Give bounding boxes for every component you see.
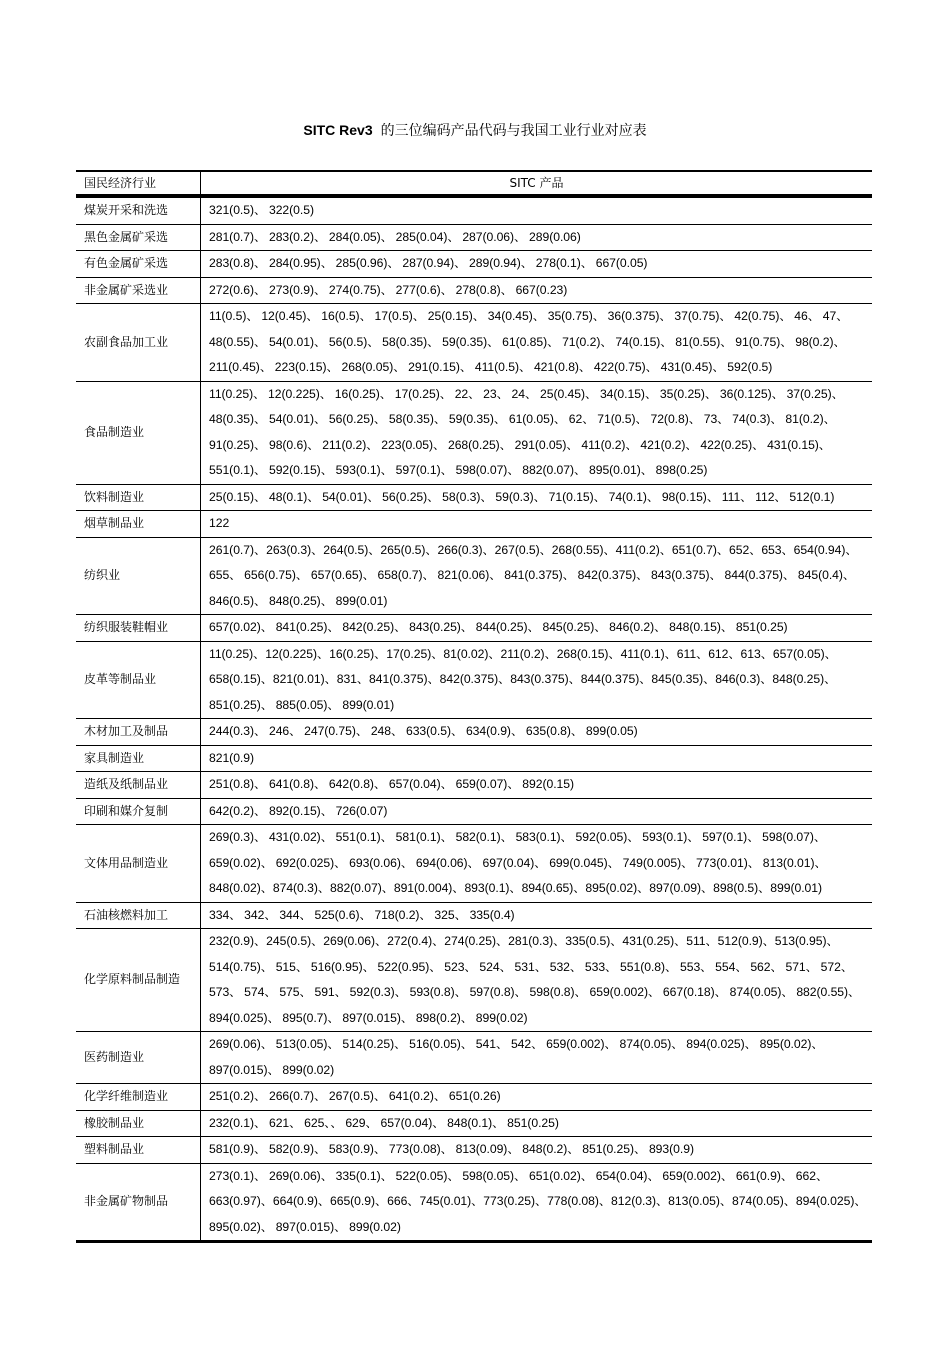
industry-cell: 饮料制造业 [76, 484, 201, 511]
table-row [76, 196, 872, 224]
table-row [76, 1163, 872, 1242]
industry-cell: 塑料制品业 [76, 1137, 201, 1164]
table-row [76, 1032, 872, 1084]
products-cell: 642(0.2)、 892(0.15)、 726(0.07) [201, 798, 873, 825]
industry-cell: 造纸及纸制品业 [76, 772, 201, 799]
table-row [76, 537, 872, 615]
industry-cell: 印刷和媒介复制 [76, 798, 201, 825]
industry-cell: 有色金属矿采选 [76, 251, 201, 278]
industry-cell: 化学原料制品制造 [76, 929, 201, 1032]
industry-cell: 非金属矿采选业 [76, 277, 201, 304]
industry-cell: 烟草制品业 [76, 511, 201, 538]
table-body [76, 196, 872, 1242]
table-row [76, 615, 872, 642]
industry-cell: 非金属矿物制品 [76, 1163, 201, 1242]
products-cell: 269(0.3)、 431(0.02)、 551(0.1)、 581(0.1)、 582(0.1)、 583(0.1)、 592(0.05)、 593(0.1)、 597(0.1)、 598(0.07)、 659(0.02)、 692(0.025)、 693(0.06)、 694(0.06)、 697(0.04)、 699(0.045)、 749(0.005)、 773(0.01)、 813(0.01)、 848(0.02)、874(0.3)、882(0.07)、891(0.004)、893(0.1)、894(0.65)、895(0.02)、897(0.09)、898(0.5)、899(0.01) [201, 825, 873, 903]
industry-cell: 煤炭开采和洗选 [76, 196, 201, 224]
table-header-row [76, 171, 872, 196]
products-cell: 272(0.6)、 273(0.9)、 274(0.75)、 277(0.6)、 278(0.8)、 667(0.23) [201, 277, 873, 304]
table-row [76, 719, 872, 746]
industry-cell: 化学纤维制造业 [76, 1084, 201, 1111]
products-cell: 232(0.9)、245(0.5)、269(0.06)、272(0.4)、274(0.25)、281(0.3)、335(0.5)、431(0.25)、511、512(0.9)、513(0.95)、 514(0.75)、 515、 516(0.95)、 522(0.95)、 523、 524、 531、 532、 533、 551(0.8)、 553、 554、 562、 571、 572、 573、 574、 575、 591、 592(0.3)、 593(0.8)、 597(0.8)、 598(0.8)、 659(0.002)、 667(0.18)、 874(0.05)、 882(0.55)、 894(0.025)、 895(0.7)、 897(0.015)、 898(0.2)、 899(0.02) [201, 929, 873, 1032]
products-cell: 321(0.5)、 322(0.5) [201, 196, 873, 224]
table-row [76, 511, 872, 538]
products-cell: 281(0.7)、 283(0.2)、 284(0.05)、 285(0.04)、 287(0.06)、 289(0.06) [201, 224, 873, 251]
industry-cell: 家具制造业 [76, 745, 201, 772]
table-row [76, 381, 872, 484]
table-row [76, 825, 872, 903]
products-cell: 244(0.3)、 246、 247(0.75)、 248、 633(0.5)、 634(0.9)、 635(0.8)、 899(0.05) [201, 719, 873, 746]
industry-cell: 黑色金属矿采选 [76, 224, 201, 251]
industry-cell: 皮革等制品业 [76, 641, 201, 719]
products-cell: 122 [201, 511, 873, 538]
industry-cell: 橡胶制品业 [76, 1110, 201, 1137]
products-cell: 581(0.9)、 582(0.9)、 583(0.9)、 773(0.08)、 813(0.09)、 848(0.2)、 851(0.25)、 893(0.9) [201, 1137, 873, 1164]
products-cell: 11(0.25)、 12(0.225)、 16(0.25)、 17(0.25)、 22、 23、 24、 25(0.45)、 34(0.15)、 35(0.25)、 36(0.125)、 37(0.25)、 48(0.35)、 54(0.01)、 56(0.25)、 58(0.35)、 59(0.35)、 61(0.05)、 62、 71(0.5)、 72(0.8)、 73、 74(0.3)、 81(0.2)、 91(0.25)、 98(0.6)、 211(0.2)、 223(0.05)、 268(0.25)、 291(0.05)、 411(0.2)、 421(0.2)、 422(0.25)、 431(0.15)、 551(0.1)、 592(0.15)、 593(0.1)、 597(0.1)、 598(0.07)、 882(0.07)、 895(0.01)、 898(0.25) [201, 381, 873, 484]
products-cell: 251(0.2)、 266(0.7)、 267(0.5)、 641(0.2)、 651(0.26) [201, 1084, 873, 1111]
industry-cell: 纺织业 [76, 537, 201, 615]
mapping-table [76, 170, 872, 1243]
industry-cell: 石油核燃料加工 [76, 902, 201, 929]
table-row [76, 484, 872, 511]
title-text: 的三位编码产品代码与我国工业行业对应表 [380, 123, 647, 139]
table-row [76, 1084, 872, 1111]
table-row [76, 304, 872, 382]
table-row [76, 1110, 872, 1137]
products-cell: 283(0.8)、 284(0.95)、 285(0.96)、 287(0.94)、 289(0.94)、 278(0.1)、 667(0.05) [201, 251, 873, 278]
table-row [76, 1137, 872, 1164]
table-row [76, 745, 872, 772]
industry-cell: 食品制造业 [76, 381, 201, 484]
table-row [76, 798, 872, 825]
products-cell: 657(0.02)、 841(0.25)、 842(0.25)、 843(0.25)、 844(0.25)、 845(0.25)、 846(0.2)、 848(0.15)、 851(0.25) [201, 615, 873, 642]
header-products: SITC 产品 [201, 171, 873, 196]
products-cell: 251(0.8)、 641(0.8)、 642(0.8)、 657(0.04)、 659(0.07)、 892(0.15) [201, 772, 873, 799]
industry-cell: 医药制造业 [76, 1032, 201, 1084]
header-industry: 国民经济行业 [76, 171, 201, 196]
industry-cell: 纺织服装鞋帽业 [76, 615, 201, 642]
industry-cell: 农副食品加工业 [76, 304, 201, 382]
products-cell: 269(0.06)、 513(0.05)、 514(0.25)、 516(0.05)、 541、 542、 659(0.002)、 874(0.05)、 894(0.025)、 895(0.02)、 897(0.015)、 899(0.02) [201, 1032, 873, 1084]
products-cell: 11(0.25)、12(0.225)、16(0.25)、17(0.25)、81(0.02)、211(0.2)、268(0.15)、411(0.1)、611、612、613、657(0.05)、 658(0.15)、821(0.01)、831、841(0.375)、842(0.375)、843(0.375)、844(0.375)、845(0.35)、846(0.3)、848(0.25)、 851(0.25)、 885(0.05)、 899(0.01) [201, 641, 873, 719]
table-row [76, 641, 872, 719]
industry-cell: 文体用品制造业 [76, 825, 201, 903]
table-row [76, 251, 872, 278]
products-cell: 232(0.1)、 621、 625、、 629、 657(0.04)、 848(0.1)、 851(0.25) [201, 1110, 873, 1137]
table-row [76, 929, 872, 1032]
products-cell: 334、 342、 344、 525(0.6)、 718(0.2)、 325、 335(0.4) [201, 902, 873, 929]
page-title [0, 121, 950, 140]
table-row [76, 772, 872, 799]
products-cell: 273(0.1)、 269(0.06)、 335(0.1)、 522(0.05)、 598(0.05)、 651(0.02)、 654(0.04)、 659(0.002)、 661(0.9)、 662、 663(0.97)、664(0.9)、665(0.9)、666、745(0.01)、773(0.25)、778(0.08)、812(0.3)、813(0.05)、874(0.05)、894(0.025)、 895(0.02)、 897(0.015)、 899(0.02) [201, 1163, 873, 1242]
products-cell: 261(0.7)、263(0.3)、264(0.5)、265(0.5)、266(0.3)、267(0.5)、268(0.55)、411(0.2)、651(0.7)、652、653、654(0.94)、 655、 656(0.75)、 657(0.65)、 658(0.7)、 821(0.06)、 841(0.375)、 842(0.375)、 843(0.375)、 844(0.375)、 845(0.4)、 846(0.5)、 848(0.25)、 899(0.01) [201, 537, 873, 615]
title-bold: SITC Rev3 [303, 122, 373, 138]
table-row [76, 277, 872, 304]
products-cell: 11(0.5)、 12(0.45)、 16(0.5)、 17(0.5)、 25(0.15)、 34(0.45)、 35(0.75)、 36(0.375)、 37(0.75)、 42(0.75)、 46、 47、 48(0.55)、 54(0.01)、 56(0.5)、 58(0.35)、 59(0.35)、 61(0.85)、 71(0.2)、 74(0.15)、 81(0.55)、 91(0.75)、 98(0.2)、 211(0.45)、 223(0.15)、 268(0.05)、 291(0.15)、 411(0.5)、 421(0.8)、 422(0.75)、 431(0.45)、 592(0.5) [201, 304, 873, 382]
products-cell: 25(0.15)、 48(0.1)、 54(0.01)、 56(0.25)、 58(0.3)、 59(0.3)、 71(0.15)、 74(0.1)、 98(0.15)、 111、 112、 512(0.1) [201, 484, 873, 511]
table-row [76, 902, 872, 929]
table-row [76, 224, 872, 251]
industry-cell: 木材加工及制品 [76, 719, 201, 746]
products-cell: 821(0.9) [201, 745, 873, 772]
